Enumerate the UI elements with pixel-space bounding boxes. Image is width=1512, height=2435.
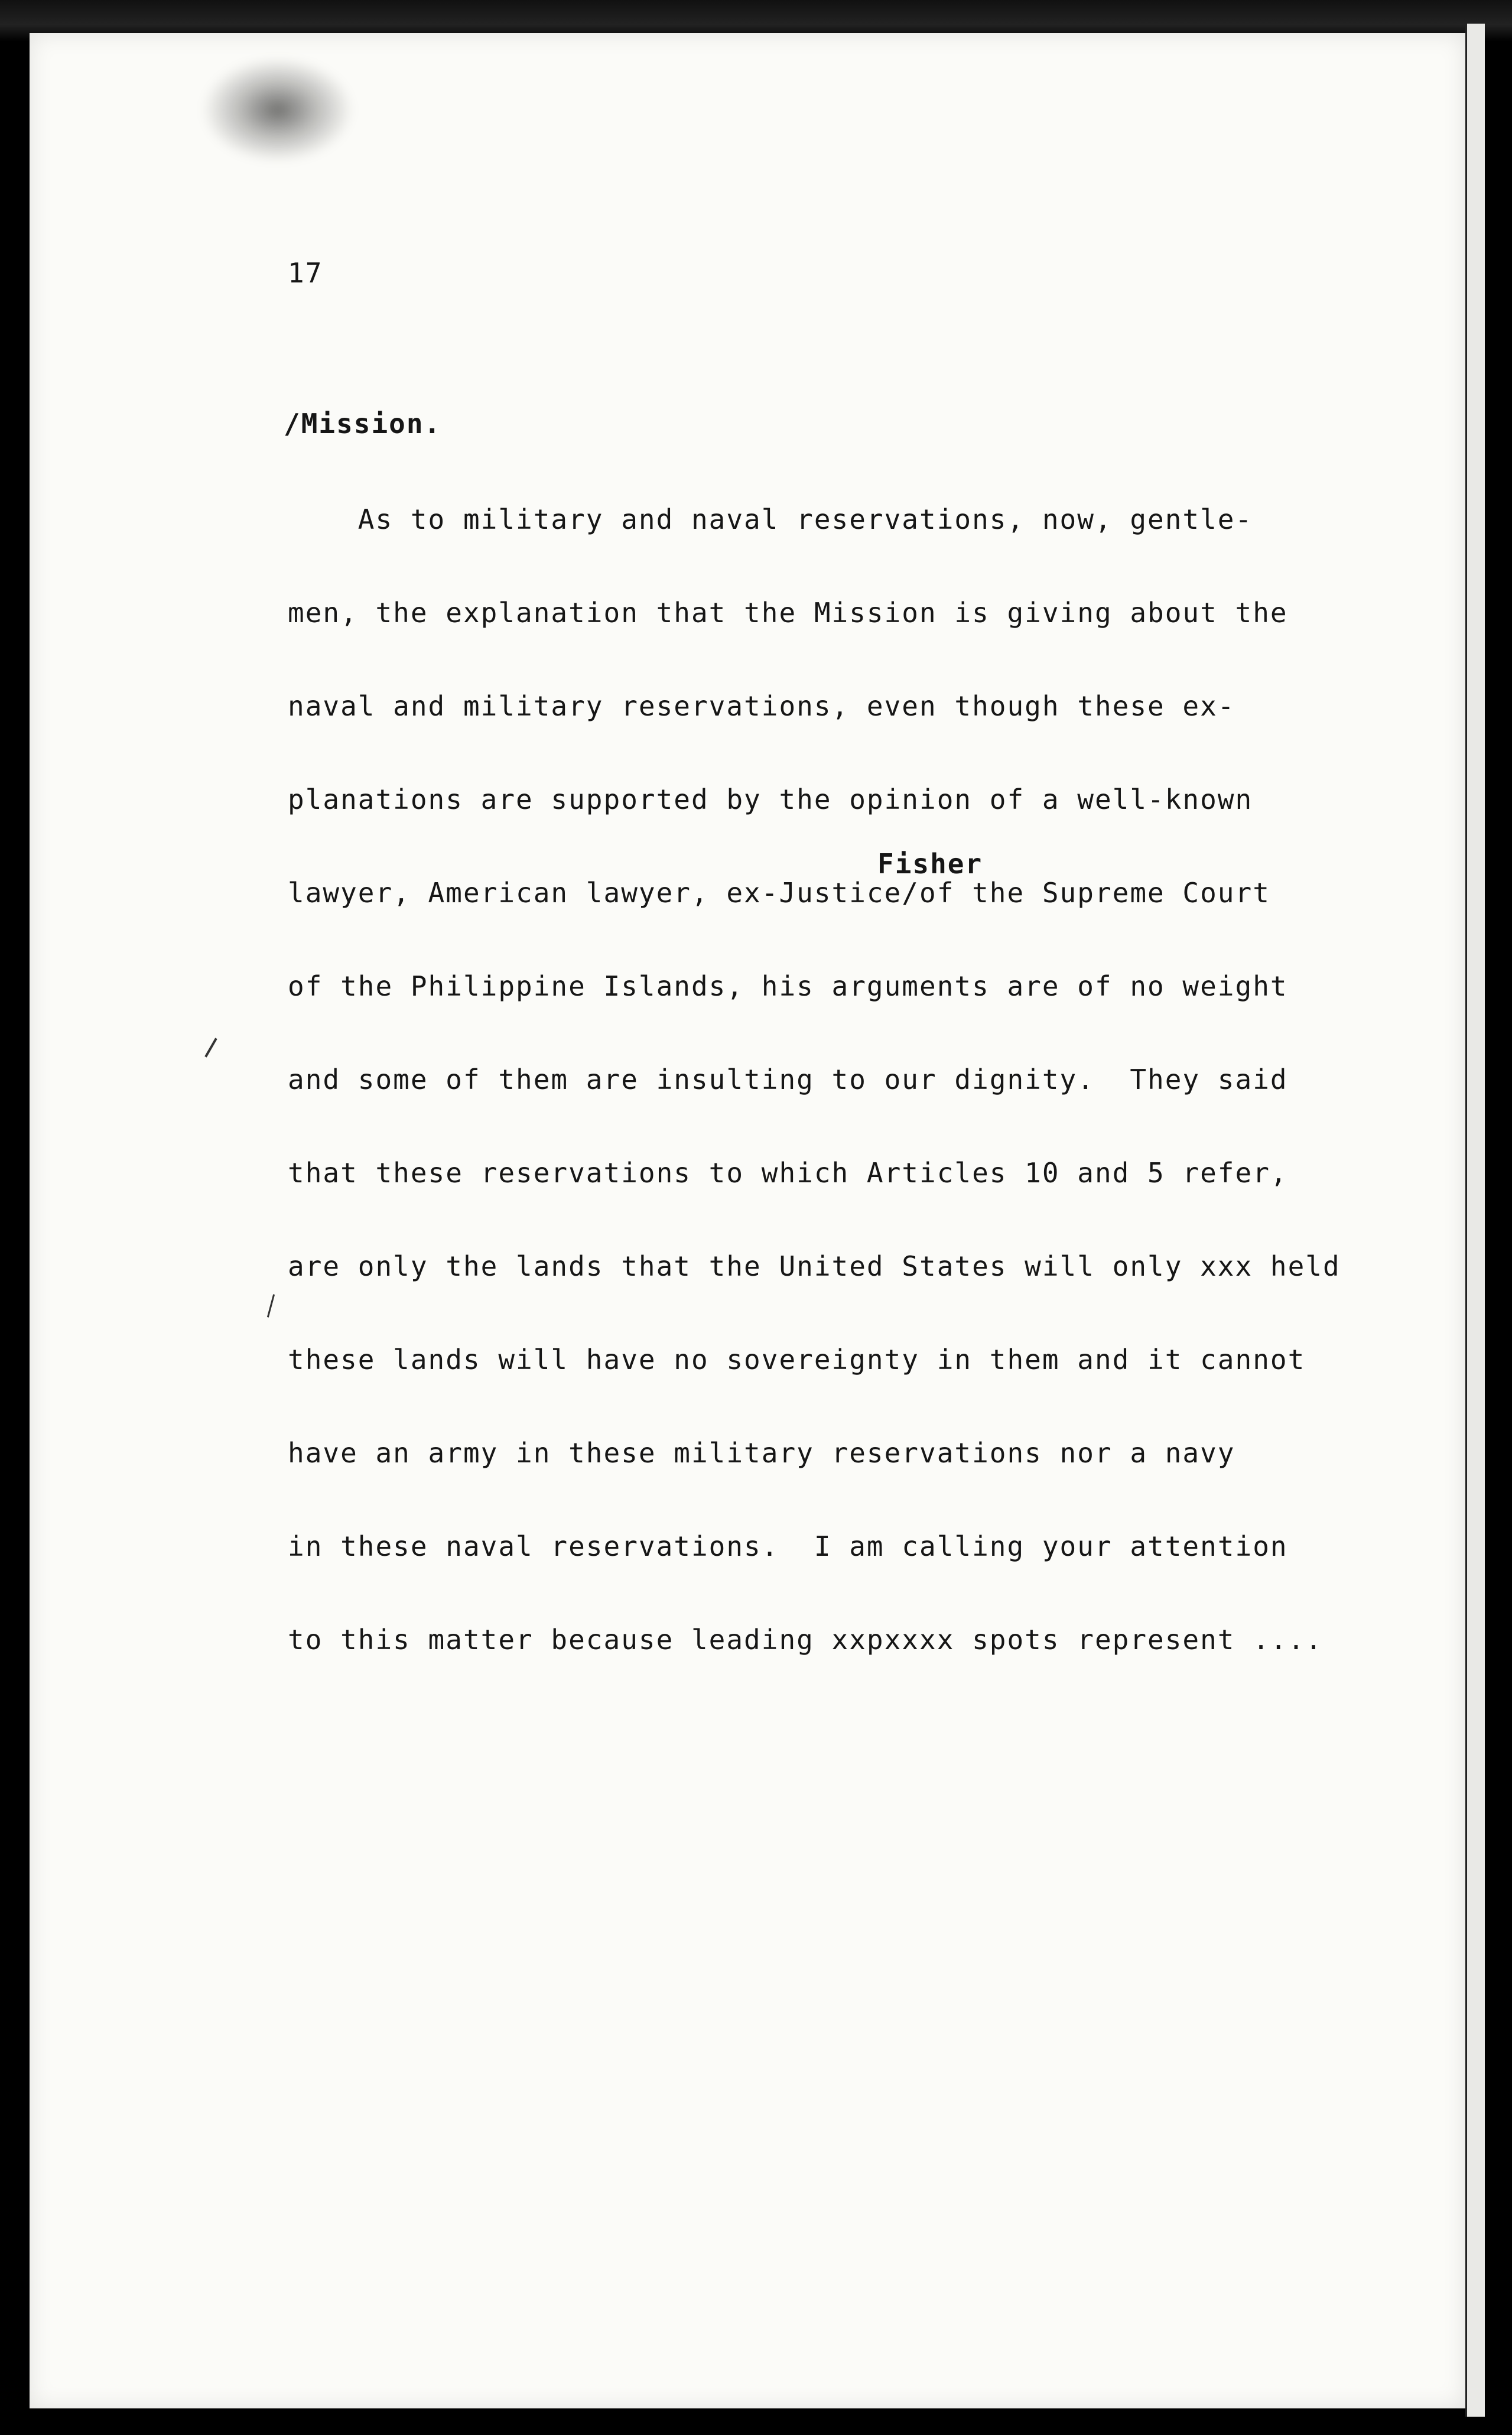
body-line: of the Philippine Islands, his arguments are of no weight xyxy=(288,970,1288,1002)
body-line: that these reservations to which Articles 10 and 5 refer, xyxy=(288,1157,1288,1189)
body-line: men, the explanation that the Mission is giving about the xyxy=(288,597,1288,629)
body-line: in these naval reservations. I am calling your attention xyxy=(288,1530,1288,1562)
body-line: and some of them are insulting to our dignity. They said xyxy=(288,1064,1288,1095)
body-line: naval and military reservations, even though these ex- xyxy=(288,690,1235,722)
body-line: have an army in these military reservations nor a navy xyxy=(288,1437,1235,1469)
body-line: are only the lands that the United States will only xxx held xyxy=(288,1250,1341,1282)
interlineation-text: Fisher xyxy=(877,848,983,880)
section-heading: /Mission. xyxy=(284,408,442,440)
body-line: these lands will have no sovereignty in them and it cannot xyxy=(288,1344,1306,1376)
page-edge xyxy=(1465,24,1485,2417)
body-line: lawyer, American lawyer, ex-Justice/of the Supreme Court xyxy=(288,877,1270,909)
body-line: planations are supported by the opinion of a well-known xyxy=(288,784,1253,815)
page-number: 17 xyxy=(288,257,323,289)
document-page xyxy=(30,33,1465,2408)
body-line: As to military and naval reservations, now, gentle- xyxy=(288,503,1253,535)
body-line: to this matter because leading xxpxxxx spots represent .... xyxy=(288,1624,1323,1656)
ink-smudge xyxy=(201,57,355,163)
